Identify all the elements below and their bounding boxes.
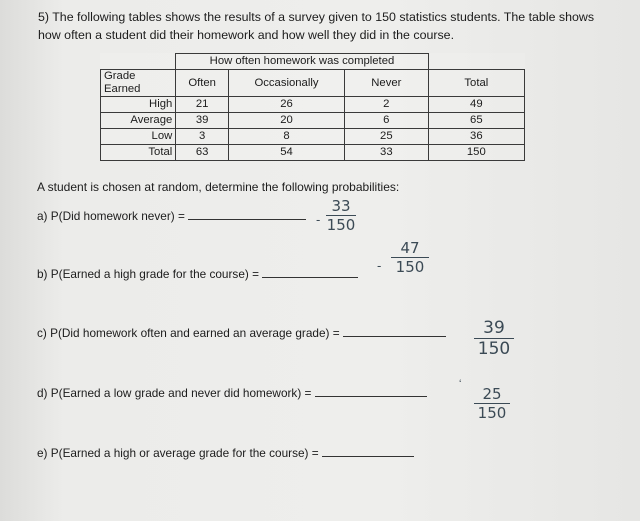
answer-a-denominator: 150 bbox=[326, 216, 356, 234]
answer-d-denominator: 150 bbox=[477, 404, 507, 422]
table-row bbox=[101, 129, 525, 145]
problem-intro bbox=[38, 8, 594, 44]
question-e-label: e) P(Earned a high or average grade for the course) = bbox=[37, 446, 319, 460]
column-header: Occasionally bbox=[229, 70, 345, 97]
answer-b-denominator: 150 bbox=[395, 258, 425, 276]
table-cell: Low bbox=[101, 129, 176, 145]
table-cell: 20 bbox=[229, 113, 345, 129]
table-row bbox=[101, 113, 525, 129]
question-a bbox=[37, 209, 306, 223]
question-d bbox=[37, 386, 427, 400]
dash-mark: - bbox=[377, 258, 382, 273]
column-header: Never bbox=[344, 70, 428, 97]
answer-d-numerator: 25 bbox=[482, 385, 502, 403]
answer-a-numerator: 33 bbox=[331, 197, 351, 215]
table-row bbox=[101, 145, 525, 161]
question-c bbox=[37, 326, 446, 340]
handwritten-answer-a bbox=[326, 198, 356, 233]
dash-mark: ‘ bbox=[459, 378, 462, 390]
answer-c-denominator: 150 bbox=[477, 339, 511, 359]
question-d-label: d) P(Earned a low grade and never did homework) = bbox=[37, 386, 312, 400]
column-header: Grade Earned bbox=[101, 70, 176, 97]
handwritten-answer-c bbox=[474, 319, 514, 358]
table-cell: 39 bbox=[176, 113, 229, 129]
question-c-label: c) P(Did homework often and earned an average grade) = bbox=[37, 326, 340, 340]
table-corner-cell-right bbox=[428, 54, 524, 70]
answer-blank-e[interactable] bbox=[322, 446, 414, 457]
table-cell: 49 bbox=[428, 97, 524, 113]
table-cell: 26 bbox=[229, 97, 345, 113]
table-cell: 6 bbox=[344, 113, 428, 129]
intro-line-2: how often a student did their homework and how well they did in the course. bbox=[38, 28, 455, 42]
table-cell: 3 bbox=[176, 129, 229, 145]
table-row bbox=[101, 97, 525, 113]
table-cell: 54 bbox=[229, 145, 345, 161]
table-group-header-row bbox=[101, 54, 525, 70]
answer-c-numerator: 39 bbox=[483, 318, 505, 338]
table-cell: Total bbox=[101, 145, 176, 161]
answer-blank-b[interactable] bbox=[262, 267, 358, 278]
answer-blank-a[interactable] bbox=[188, 209, 306, 220]
table-cell: 2 bbox=[344, 97, 428, 113]
answer-blank-d[interactable] bbox=[315, 386, 427, 397]
table-cell: High bbox=[101, 97, 176, 113]
dash-mark: - bbox=[316, 212, 321, 227]
table-cell: Average bbox=[101, 113, 176, 129]
column-header: Often bbox=[176, 70, 229, 97]
table-header-row bbox=[101, 70, 525, 97]
survey-table bbox=[100, 53, 525, 161]
table-cell: 25 bbox=[344, 129, 428, 145]
table-cell: 8 bbox=[229, 129, 345, 145]
column-header: Total bbox=[428, 70, 524, 97]
table-cell: 63 bbox=[176, 145, 229, 161]
table-cell: 150 bbox=[428, 145, 524, 161]
answer-blank-c[interactable] bbox=[343, 326, 446, 337]
answer-b-numerator: 47 bbox=[400, 239, 420, 257]
handwritten-answer-d bbox=[474, 386, 510, 421]
handwritten-answer-b bbox=[391, 240, 429, 275]
question-a-label: a) P(Did homework never) = bbox=[37, 209, 185, 223]
table-group-header: How often homework was completed bbox=[176, 54, 428, 70]
question-b bbox=[37, 267, 358, 281]
table-cell: 21 bbox=[176, 97, 229, 113]
intro-line-1: 5) The following tables shows the results of a survey given to 150 statistics students. The table shows bbox=[38, 10, 595, 24]
table-cell: 36 bbox=[428, 129, 524, 145]
question-b-label: b) P(Earned a high grade for the course) = bbox=[37, 267, 259, 281]
instructions: A student is chosen at random, determine the following probabilities: bbox=[37, 180, 400, 194]
table-cell: 33 bbox=[344, 145, 428, 161]
table-cell: 65 bbox=[428, 113, 524, 129]
question-e bbox=[37, 446, 414, 460]
table-corner-cell bbox=[101, 54, 176, 70]
